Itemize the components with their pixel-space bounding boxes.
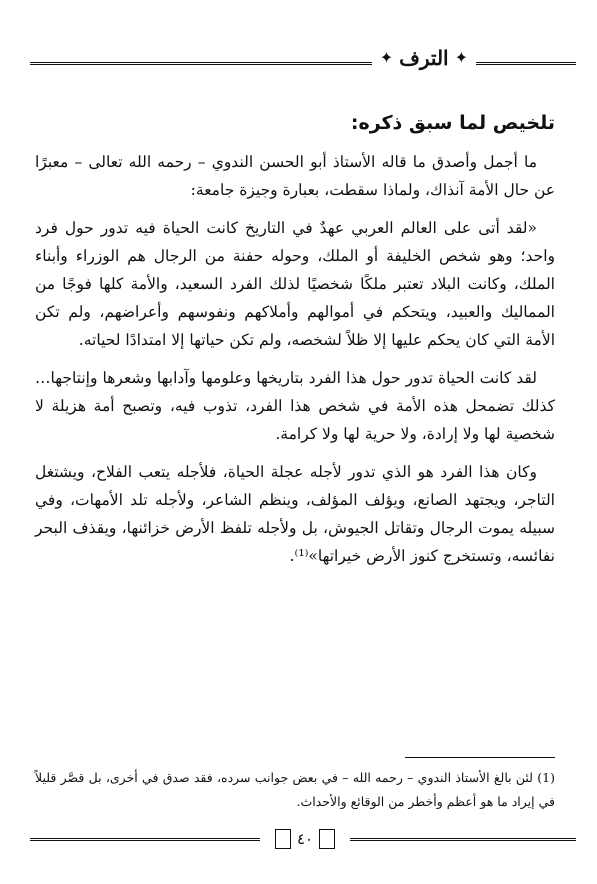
page-stack-icon [319,829,335,849]
page-number-box [260,826,350,852]
page-footer [30,826,576,856]
paragraph: وكان هذا الفرد هو الذي تدور لأجله عجلة الحياة، فلأجله يتعب الفلاح، ويشتغل التاجر، ويجتهد الصانع، ويؤلف المؤلف، وينظم الشاعر، ولأجله تلد الأمهات، وفي سبيله يموت الرجال وتقاتل الجيوش، بل ولأجله تلفظ الأرض خزائنها، ويقذف البحر نفائسه، وتستخرج كنوز الأرض خيراتها»⁽¹⁾. [35,463,555,565]
ornament-icon: ✦ [454,48,468,67]
page-header [30,40,576,82]
paragraph: ما أجمل وأصدق ما قاله الأستاذ أبو الحسن الندوي – رحمه الله تعالى – معبرًا عن حال الأمة آنذاك، ولماذا سقطت، بعبارة وجيزة جامعة: [35,153,555,199]
header-title-box [372,40,476,76]
page-stack-icon [275,829,291,849]
header-rule [30,62,576,65]
footnote-separator [405,757,555,758]
page-number: ٤٠ [296,830,314,848]
paragraph: لقد كانت الحياة تدور حول هذا الفرد بتاريخها وعلومها وآدابها وشعرها وإنتاجها… كذلك تضمحل هذه الأمة في شخص هذا الفرد، تذوب فيه، وتصبح أمة هزيلة لا شخصية لها ولا إرادة، ولا حرية لها ولا كرامة. [35,369,555,443]
paragraph: «لقد أتى على العالم العربي عهدٌ في التاريخ كانت الحياة فيه تدور حول فرد واحد؛ وهو شخص الخليفة أو الملك، وحوله حفنة من الرجال هم الوزراء وأبناء الملك، وكانت البلاد تعتبر ملكًا شخصيًا لذلك الفرد السعيد، والأمة كلها فوجًا من المماليك والعبيد، ويتحكم في أموالهم وأملاكهم ونفوسهم وأعراضهم، ولم تكن الأمة التي كان يحكم عليها إلا ظلاً لشخصه، ولم تكن حياتها إلا امتدادًا لحياته. [35,219,555,349]
footnote: (1) لئن بالغ الأستاذ الندوي – رحمه الله – في بعض جوانب سرده، فقد صدق في أخرى، بل قصَّر قليلاً في إيراد ما هو أعظم وأخطر من الوقائع والأحداث. [35,770,555,809]
running-title: الترف [399,46,449,70]
section-heading: تلخيص لما سبق ذكره: [350,112,555,134]
page-body [35,108,555,580]
ornament-icon: ✦ [379,48,394,67]
